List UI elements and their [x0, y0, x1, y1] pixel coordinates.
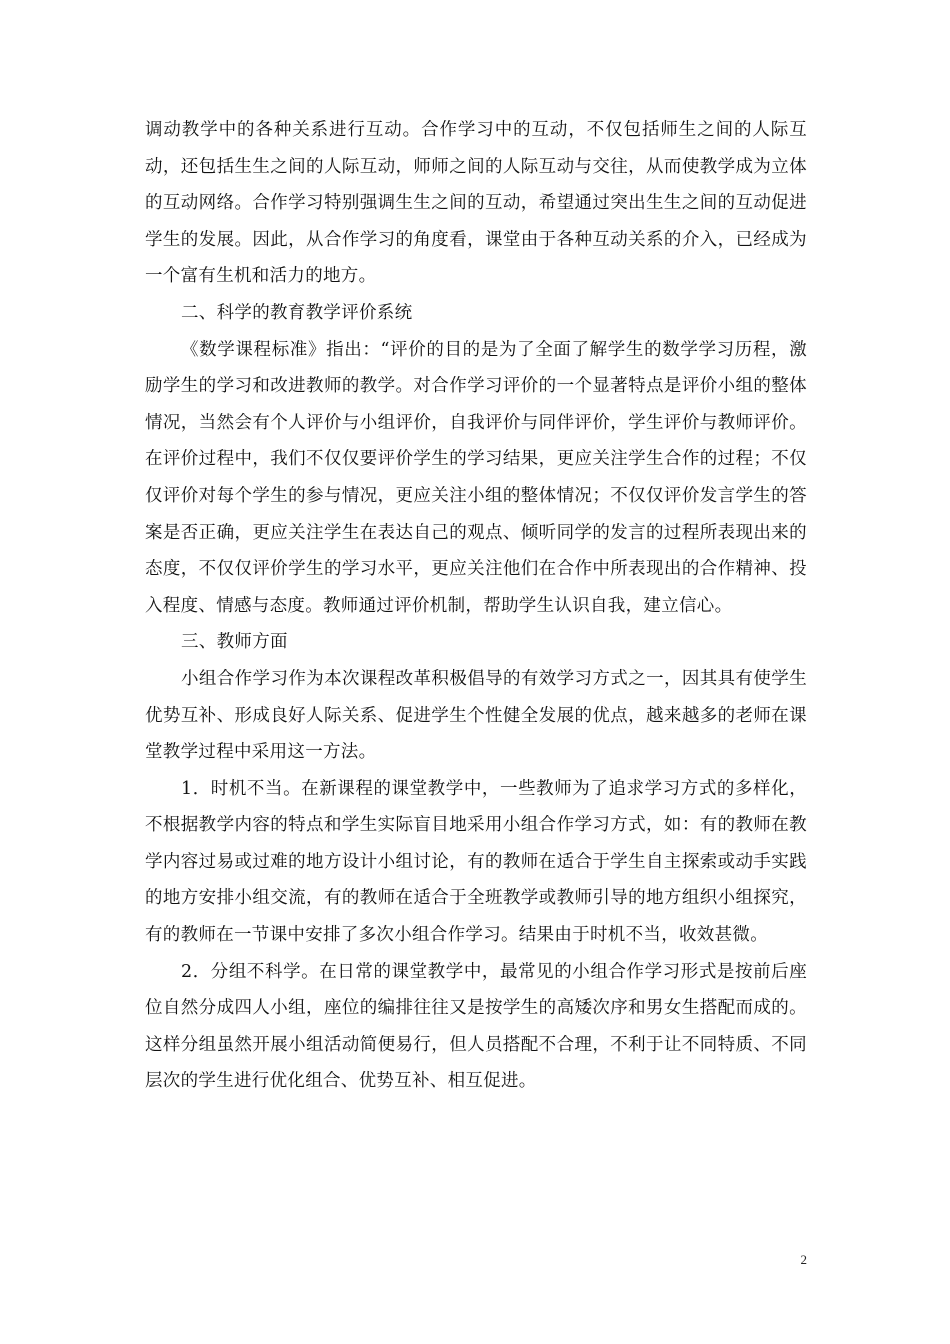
section-heading-teacher: 三、教师方面 — [181, 632, 288, 653]
paragraph-evaluation: 《数学课程标准》指出：“评价的目的是为了全面了解学生的数学学习历程，激励学生的学习和改进教师的教学。对合作学习评价的一个显著特点是评价小组的整体情况，当然会有个人评价与小组评价，自我评价与同伴评价，学生评价与教师评价。在评价过程中，我们不仅仅要评价学生的学习结果，更应关注学生合作的过程；不仅仅评价对每个学生的参与情况，更应关注小组的整体情况；不仅仅评价发言学生的答案是否正确，更应关注学生在表达自己的观点、倾听同学的发言的过程所表现出来的态度，不仅仅评价学生的学习水平，更应关注他们在合作中所表现出的合作精神、投入程度、情感与态度。教师通过评价机制，帮助学生认识自我，建立信心。 — [145, 339, 807, 616]
section-heading-evaluation: 二、科学的教育教学评价系统 — [181, 302, 413, 323]
page-number: 2 — [800, 1252, 807, 1267]
paragraph-interaction: 调动教学中的各种关系进行互动。合作学习中的互动，不仅包括师生之间的人际互动，还包括生生之间的人际互动，师师之间的人际互动与交往，从而使教学成为立体的互动网络。合作学习特别强调生生之间的互动，希望通过突出生生之间的互动促进学生的发展。因此，从合作学习的角度看，课堂由于各种互动关系的介入，已经成为一个富有生机和活力的地方。 — [145, 120, 807, 287]
paragraph-teacher-intro: 小组合作学习作为本次课程改革积极倡导的有效学习方式之一，因其具有使学生优势互补、形成良好人际关系、促进学生个性健全发展的优点，越来越多的老师在课堂教学过程中采用这一方法。 — [145, 668, 807, 763]
document-page — [145, 112, 807, 1100]
paragraph-timing: 1．时机不当。在新课程的课堂教学中，一些教师为了追求学习方式的多样化，不根据教学内容的特点和学生实际盲目地采用小组合作学习方式，如：有的教师在教学内容过易或过难的地方设计小组讨论，有的教师在适合于学生自主探索或动手实践的地方安排小组交流，有的教师在适合于全班教学或教师引导的地方组织小组探究，有的教师在一节课中安排了多次小组合作学习。结果由于时机不当，收效甚微。 — [145, 778, 807, 946]
paragraph-grouping: 2．分组不科学。在日常的课堂教学中，最常见的小组合作学习形式是按前后座位自然分成四人小组，座位的编排往往又是按学生的高矮次序和男女生搭配而成的。这样分组虽然开展小组活动简便易行，但人员搭配不合理，不利于让不同特质、不同层次的学生进行优化组合、优势互补、相互促进。 — [145, 961, 807, 1092]
